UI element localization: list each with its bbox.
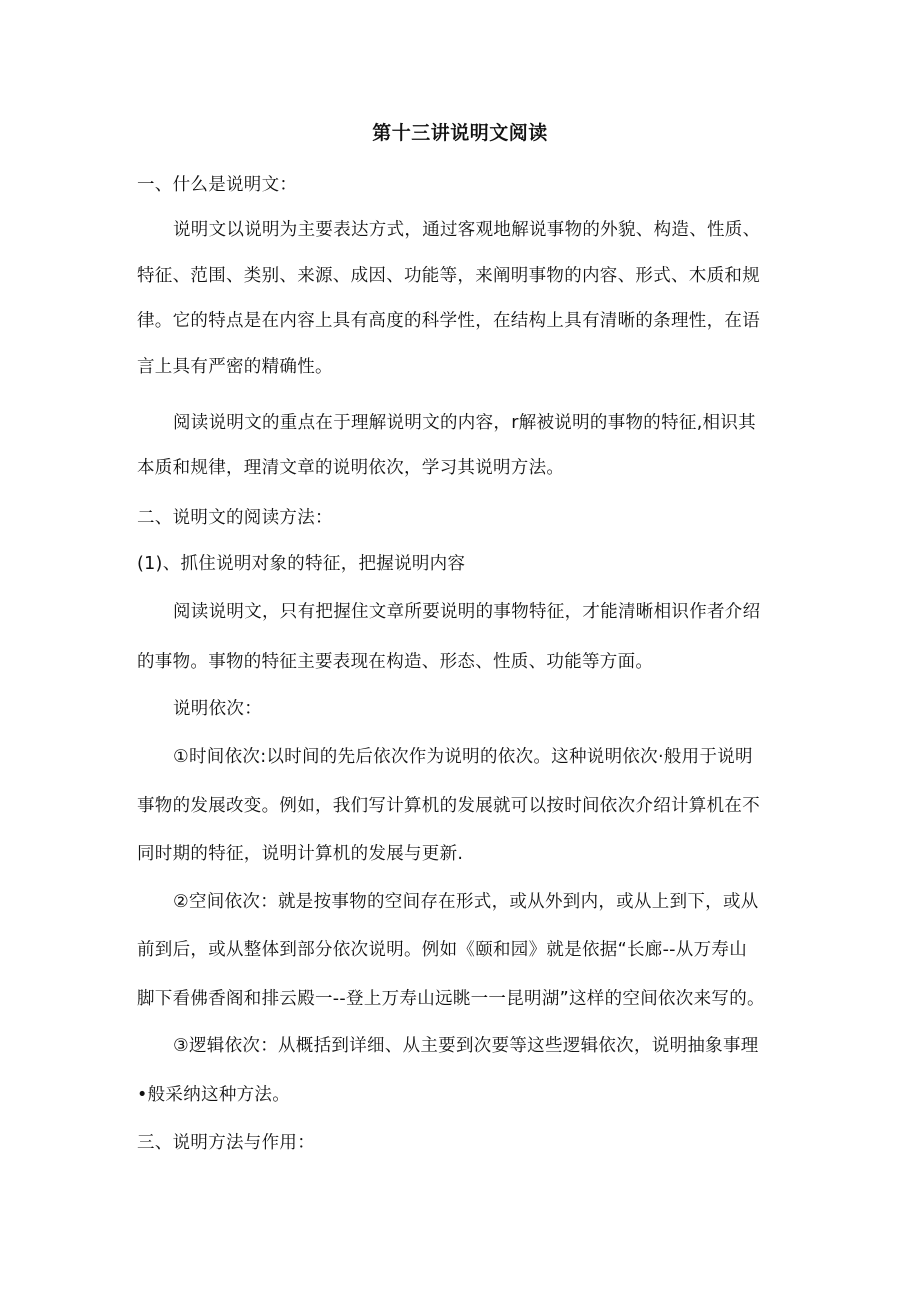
paragraph-line: 事物的发展改变。例如，我们写计算机的发展就可以按时间依次介绍计算机在不 xyxy=(137,796,760,816)
paragraph-line: ②空间依次：就是按事物的空间存在形式，或从外到内，或从上到下，或从 xyxy=(173,892,759,912)
paragraph-line: ③逻辑依次：从概括到详细、从主要到次要等这些逻辑依次，说明抽象事理 xyxy=(173,1036,759,1056)
paragraph-line: 说明文以说明为主要表达方式，通过客观地解说事物的外貌、构造、性质、 xyxy=(173,220,761,240)
section-heading-2: 二、说明文的阅读方法： xyxy=(137,508,333,528)
paragraph-line: ①时间依次:以时间的先后依次作为说明的依次。这种说明依次·般用于说明 xyxy=(173,747,753,767)
paragraph-line: 前到后，或从整体到部分依次说明。例如《颐和园》就是依据“长廊--从万寿山 xyxy=(137,940,747,960)
paragraph-line: 脚下看佛香阁和排云殿一--登上万寿山远眺一一昆明湖”这样的空间依次来写的。 xyxy=(137,989,765,1009)
section-heading-3: 三、说明方法与作用： xyxy=(137,1133,315,1153)
paragraph-line: 同时期的特征，说明计算机的发展与更新. xyxy=(137,844,464,864)
paragraph-line: 本质和规律，理清文章的说明依次，学习其说明方法。 xyxy=(137,458,565,478)
paragraph-line: 特征、范围、类别、来源、成因、功能等，来阐明事物的内容、形式、木质和规 xyxy=(137,266,760,286)
subsection-heading: (1)、抓住说明对象的特征，把握说明内容 xyxy=(137,554,466,574)
paragraph-line: •般采纳这种方法。 xyxy=(137,1085,291,1105)
paragraph-line: 的事物。事物的特征主要表现在构造、形态、性质、功能等方面。 xyxy=(137,652,654,672)
paragraph-line: 说明依次： xyxy=(173,699,262,719)
section-heading-1: 一、什么是说明文： xyxy=(137,175,298,195)
paragraph-line: 律。它的特点是在内容上具有高度的科学性，在结构上具有清晰的条理性，在语 xyxy=(137,311,760,331)
document-title: 第十三讲说明文阅读 xyxy=(372,122,548,144)
paragraph-line: 阅读说明文的重点在于理解说明文的内容，r解被说明的事物的特征,相识其 xyxy=(173,413,756,433)
paragraph-line: 阅读说明文，只有把握住文章所要说明的事物特征，才能清晰相识作者介绍 xyxy=(173,602,761,622)
paragraph-line: 言上具有严密的精确性。 xyxy=(137,357,333,377)
